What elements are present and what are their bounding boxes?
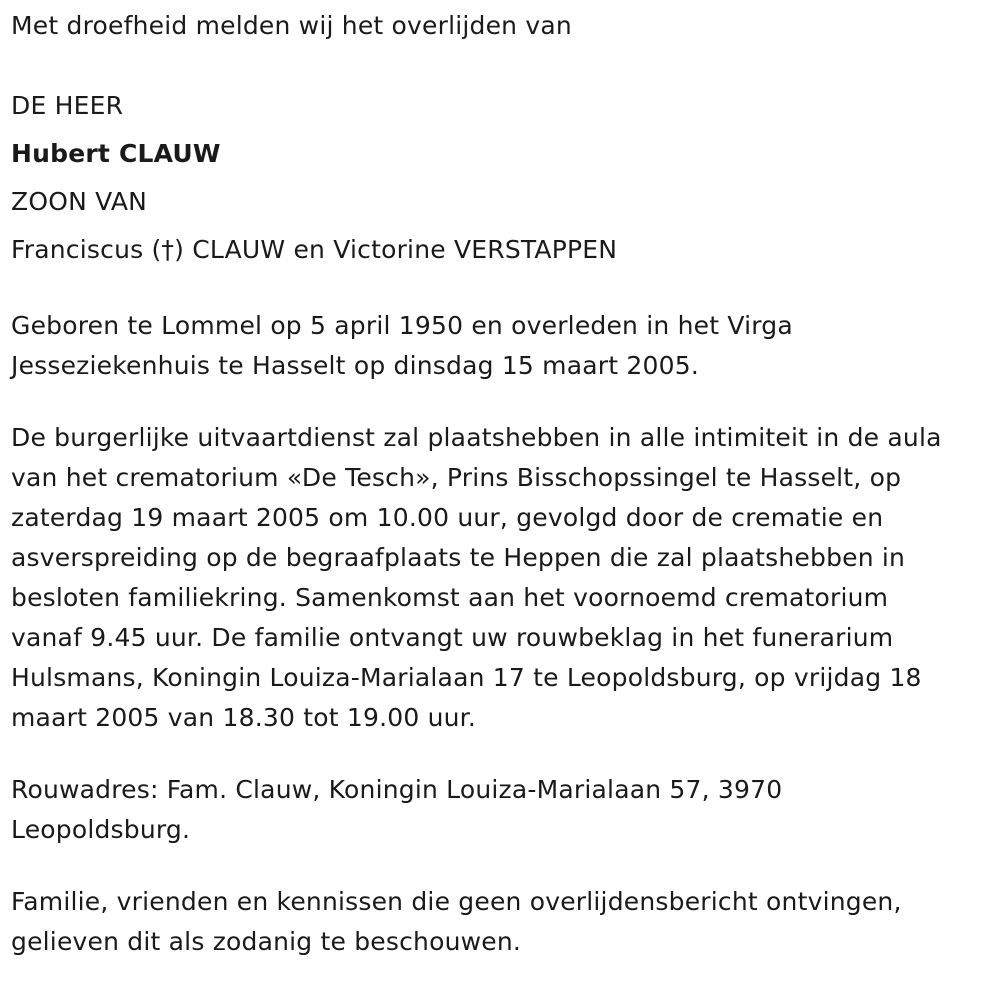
parents-names: Franciscus (†) CLAUW en Victorine VERSTAPPEN bbox=[11, 235, 618, 264]
spacer bbox=[11, 50, 991, 82]
paragraph-line: Leopoldsburg. bbox=[11, 815, 191, 844]
paragraph-line: asverspreiding op de begraafplaats te Heppen die zal plaatshebben in bbox=[11, 543, 906, 572]
paragraph-line: maart 2005 van 18.30 tot 19.00 uur. bbox=[11, 703, 476, 732]
paragraph-line: Jesseziekenhuis te Hasselt op dinsdag 15 maart 2005. bbox=[11, 351, 699, 380]
paragraph-line: gelieven dit als zodanig te beschouwen. bbox=[11, 927, 522, 956]
paragraph-line: Geboren te Lommel op 5 april 1950 en overleden in het Virga bbox=[11, 311, 793, 340]
spacer bbox=[11, 738, 991, 770]
paragraph-line: van het crematorium «De Tesch», Prins Bisschopssingel te Hasselt, op bbox=[11, 463, 902, 492]
birth-death-paragraph bbox=[11, 306, 991, 386]
intro-text: Met droefheid melden wij het overlijden van bbox=[11, 11, 572, 40]
paragraph-line: Hulsmans, Koningin Louiza-Marialaan 17 te Leopoldsburg, op vrijdag 18 bbox=[11, 663, 922, 692]
paragraph-line: zaterdag 19 maart 2005 om 10.00 uur, gevolgd door de crematie en bbox=[11, 503, 884, 532]
spacer bbox=[11, 850, 991, 882]
closing-paragraph bbox=[11, 882, 991, 962]
son-of-label: ZOON VAN bbox=[11, 187, 148, 216]
paragraph-line: vanaf 9.45 uur. De familie ontvangt uw rouwbeklag in het funerarium bbox=[11, 623, 894, 652]
paragraph-line: Rouwadres: Fam. Clauw, Koningin Louiza-Marialaan 57, 3970 bbox=[11, 775, 783, 804]
spacer bbox=[11, 386, 991, 418]
service-paragraph bbox=[11, 418, 991, 738]
paragraph-line: Familie, vrienden en kennissen die geen overlijdensbericht ontvingen, bbox=[11, 887, 902, 916]
deceased-name: Hubert CLAUW bbox=[11, 139, 221, 168]
paragraph-line: besloten familiekring. Samenkomst aan het voornoemd crematorium bbox=[11, 583, 889, 612]
paragraph-line: De burgerlijke uitvaartdienst zal plaatshebben in alle intimiteit in de aula bbox=[11, 423, 942, 452]
address-paragraph bbox=[11, 770, 991, 850]
spacer bbox=[11, 274, 991, 306]
honorific: DE HEER bbox=[11, 91, 124, 120]
obituary-notice bbox=[11, 0, 991, 962]
